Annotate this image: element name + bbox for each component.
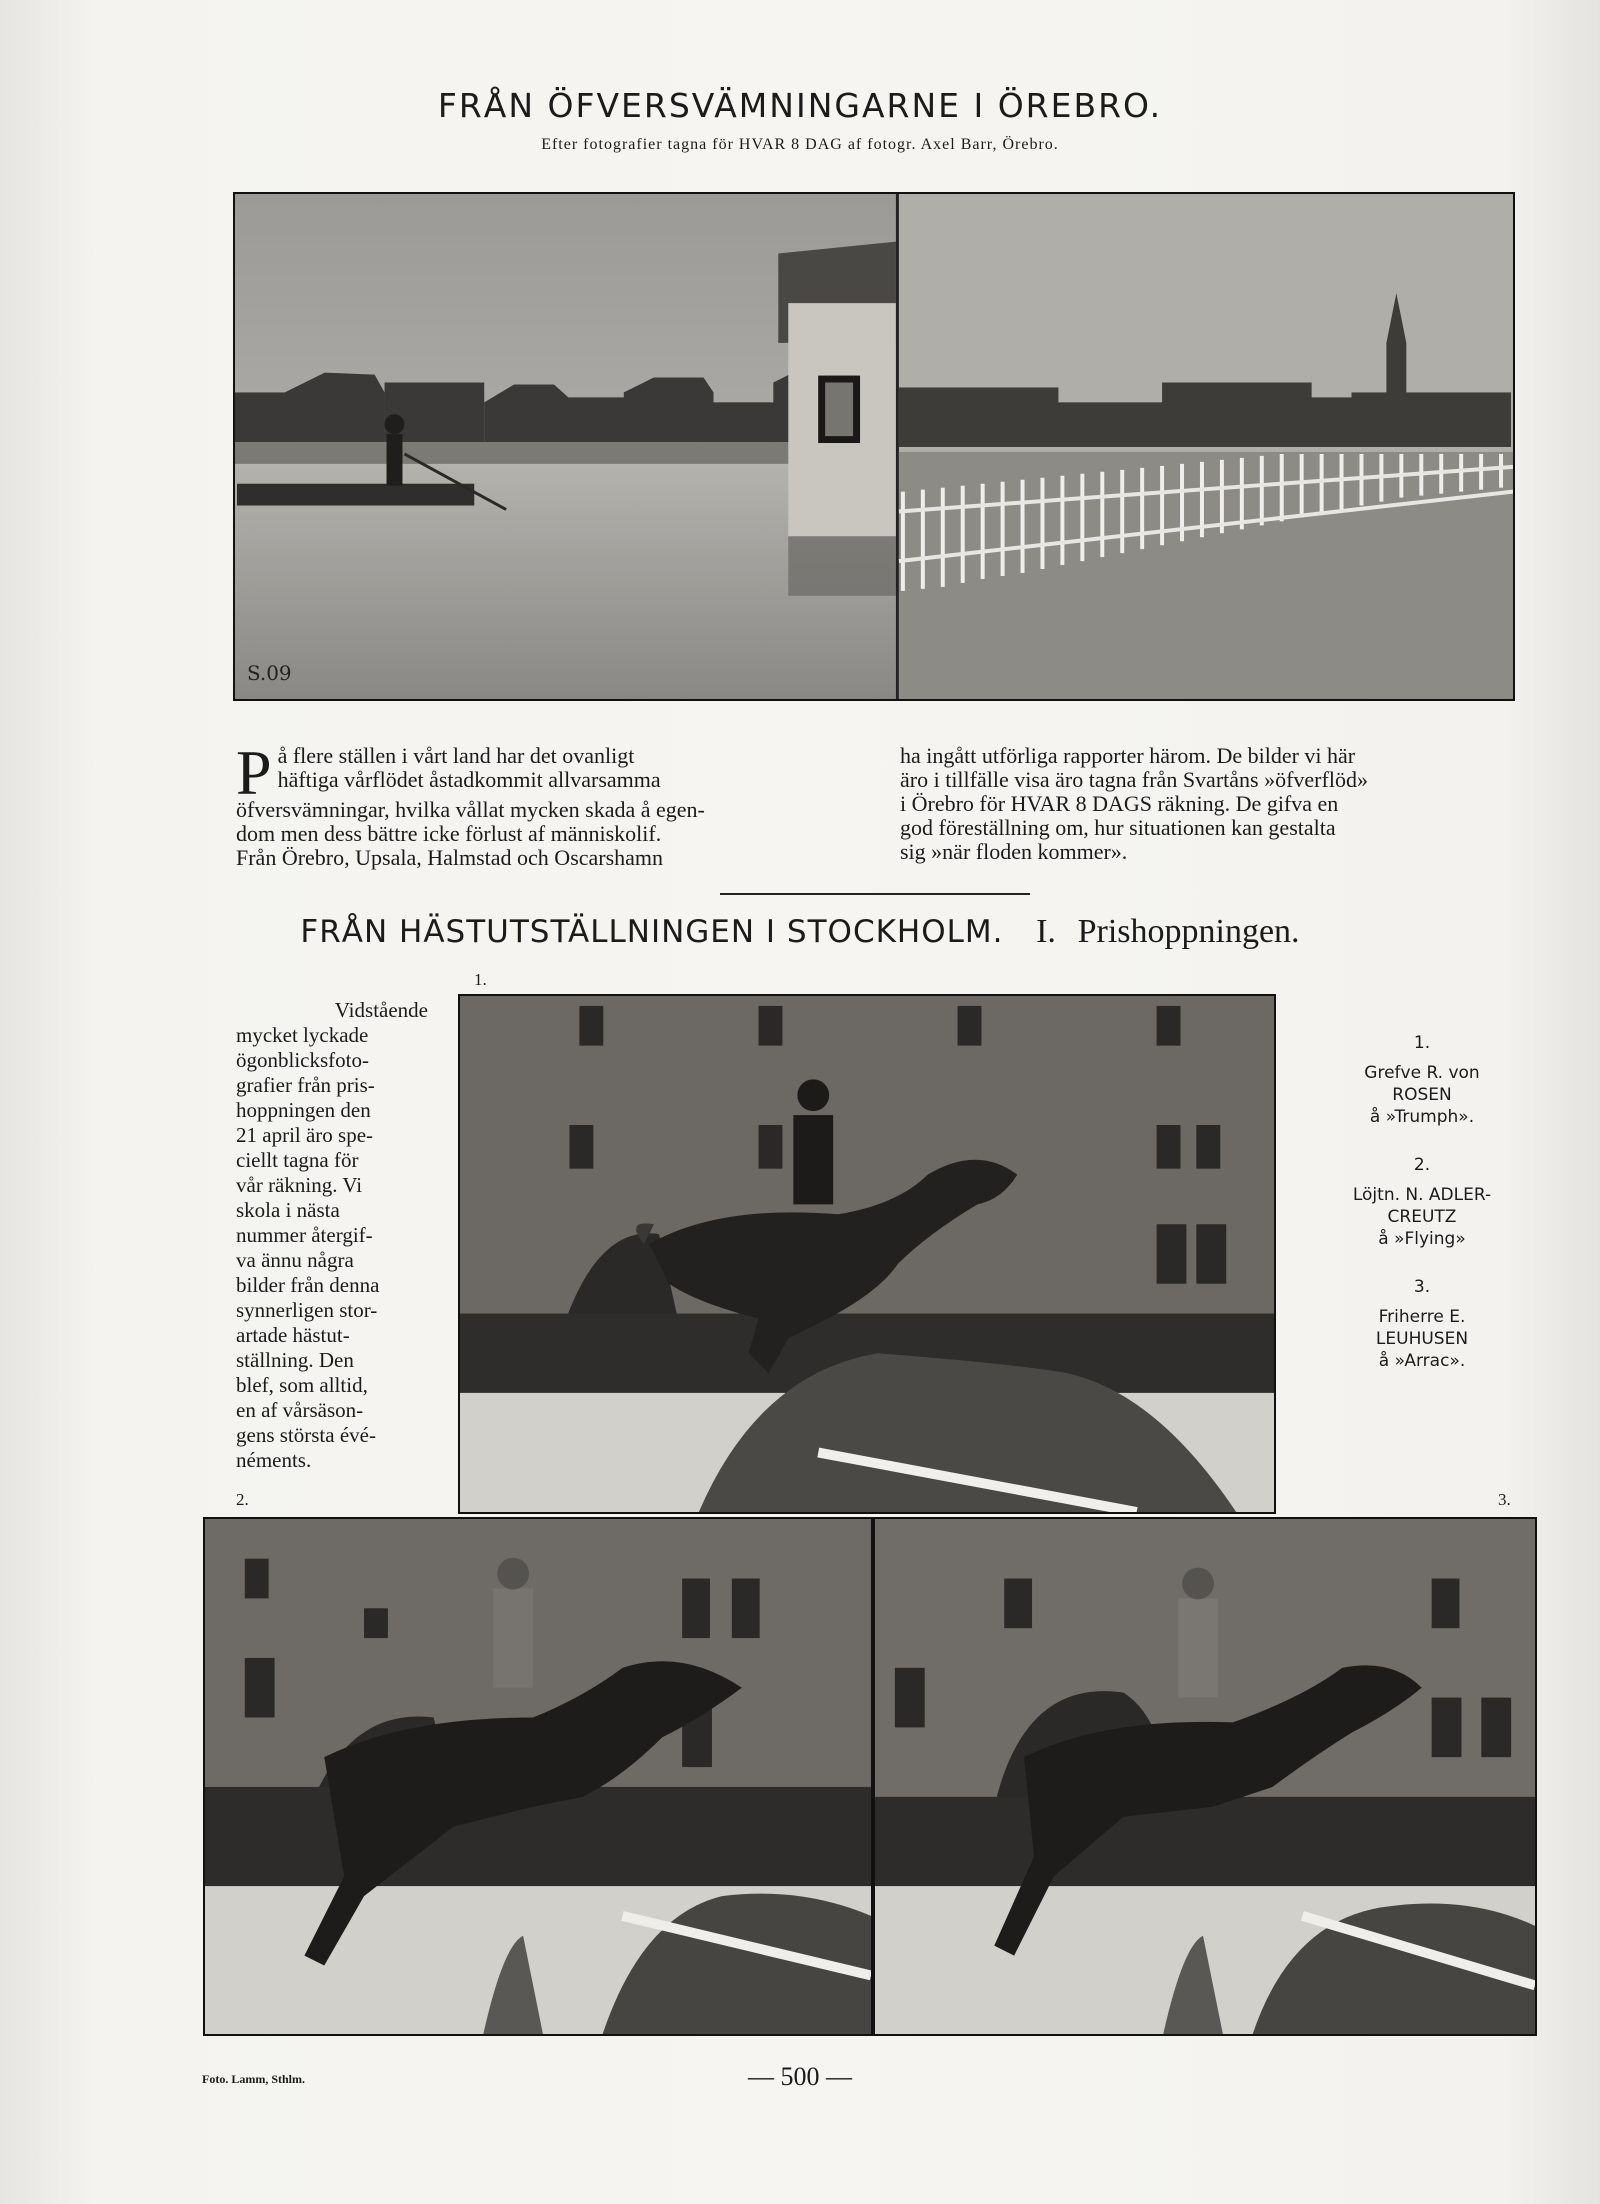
flood-col1-line-3: öfversvämningar, hvilka vållat mycken skada å egen- (236, 797, 705, 822)
flood-col1-line-4: dom men dess bättre icke förlust af människolif. (236, 821, 662, 846)
side-line: vår räkning. Vi (236, 1173, 363, 1197)
photo-number-1: 1. (474, 970, 487, 989)
caption-2 (1312, 1184, 1532, 1250)
side-line: ögonblicksfoto- (236, 1048, 369, 1072)
caption-2-line-2: CREUTZ (1387, 1207, 1457, 1227)
horse-photo-2-illustration (205, 1519, 871, 2034)
flood-text-column-2 (900, 744, 1516, 864)
caption-2-line-3: å »Flying» (1378, 1229, 1466, 1249)
side-line: Vidstående (334, 998, 428, 1022)
caption-3-line-2: LEUHUSEN (1375, 1329, 1469, 1349)
side-line: gens största évé- (236, 1423, 376, 1447)
flood-photo-panel (233, 192, 1515, 701)
horse-title-subtitle: Prishoppningen. (1077, 913, 1300, 950)
side-line: grafier från pris- (236, 1073, 375, 1097)
horse-photo-2 (203, 1517, 873, 2036)
flood-col1-line-5: Från Örebro, Upsala, Halmstad och Oscarshamn (236, 845, 664, 870)
side-line: bilder från denna (236, 1273, 380, 1297)
flood-col2-line-1: ha ingått utförliga rapporter härom. De bilder vi här (900, 743, 1356, 768)
side-line: hoppningen den (236, 1098, 371, 1122)
caption-3-line-1: Friherre E. (1378, 1307, 1466, 1327)
flood-photo-illustration (235, 194, 1513, 699)
flood-col2-line-5: sig »när floden kommer». (900, 839, 1128, 864)
side-line: blef, som alltid, (236, 1373, 368, 1397)
horse-side-text (236, 998, 428, 1473)
horse-photo-3-illustration (875, 1519, 1535, 2034)
caption-3-number: 3. (1413, 1277, 1431, 1297)
caption-1 (1312, 1062, 1532, 1128)
horse-section-title (0, 913, 1600, 951)
side-line: artade hästut- (236, 1323, 350, 1347)
flood-title: FRÅN ÖFVERSVÄMNINGARNE I ÖREBRO. (437, 86, 1163, 125)
drop-cap: P (236, 737, 272, 808)
side-line: skola i nästa (236, 1198, 340, 1222)
side-line: mycket lyckade (236, 1023, 369, 1047)
horse-captions (1312, 1032, 1532, 1398)
photo-number-2: 2. (236, 1490, 249, 1509)
side-line: ciellt tagna för (236, 1148, 359, 1172)
flood-col1-line-2: häftiga vårflödet åstadkommit allvarsamma (277, 767, 661, 792)
horse-photo-3 (873, 1517, 1537, 2036)
flood-signature: S.09 (246, 662, 292, 686)
side-line: 21 april äro spe- (236, 1123, 374, 1147)
flood-photo-credit: Efter fotografier tagna för HVAR 8 DAG af fotogr. Axel Barr, Örebro. (541, 136, 1059, 153)
side-line: en af vårsäson- (236, 1398, 364, 1422)
horse-title-roman: I. (1036, 913, 1056, 950)
flood-col2-line-3: i Örebro för HVAR 8 DAGS räkning. De gifva en (900, 791, 1339, 816)
horse-photo-1 (458, 994, 1276, 1514)
caption-2-line-1: Löjtn. N. ADLER- (1352, 1185, 1492, 1205)
side-line: synnerligen stor- (236, 1298, 378, 1322)
flood-col2-line-2: äro i tillfälle visa äro tagna från Svartåns »öfverflöd» (900, 767, 1368, 792)
caption-1-line-2: ROSEN (1392, 1085, 1452, 1105)
flood-text-column-1 (236, 737, 850, 870)
section-divider (720, 893, 1030, 895)
side-line: néments. (236, 1448, 312, 1472)
horse-title-main: FRÅN HÄSTUTSTÄLLNINGEN I STOCKHOLM. (300, 914, 1004, 950)
side-line: va ännu några (236, 1248, 354, 1272)
footer-photo-credit: Foto. Lamm, Sthlm. (202, 2072, 305, 2086)
side-line: ställning. Den (236, 1348, 354, 1372)
horse-photo-1-illustration (460, 996, 1274, 1512)
caption-1-line-3: å »Trumph». (1369, 1107, 1475, 1127)
caption-1-line-1: Grefve R. von (1364, 1063, 1480, 1083)
caption-3-line-3: å »Arrac». (1378, 1351, 1466, 1371)
flood-col2-line-4: god föreställning om, hur situationen kan gestalta (900, 815, 1336, 840)
caption-3 (1312, 1306, 1532, 1372)
photo-number-3: 3. (1498, 1490, 1511, 1509)
page-number: — 500 — (748, 2062, 852, 2091)
flood-col1-line-1: å flere ställen i vårt land har det ovanligt (277, 743, 635, 768)
side-line: nummer återgif- (236, 1223, 373, 1247)
caption-2-number: 2. (1413, 1155, 1431, 1175)
caption-1-number: 1. (1413, 1033, 1431, 1053)
